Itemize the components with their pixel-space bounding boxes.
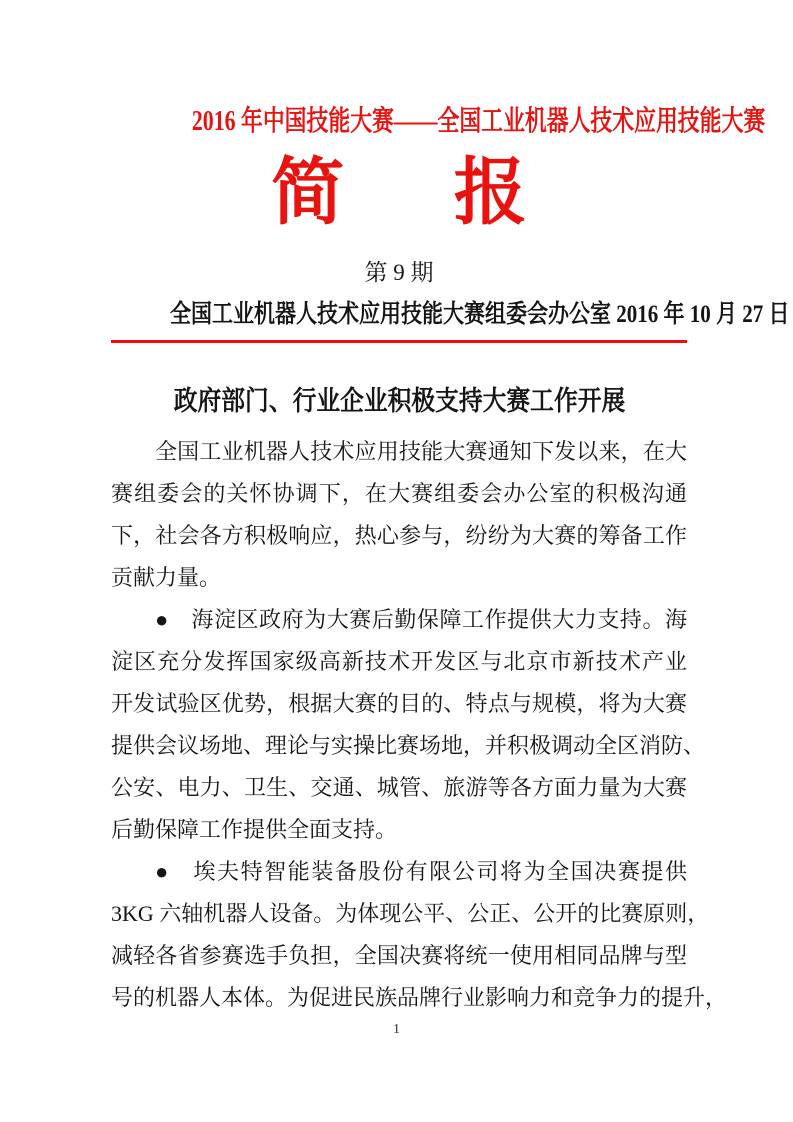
body-text-line: 后勤保障工作提供全面支持。 <box>111 817 398 842</box>
body-text-line: 提供会议场地、理论与实操比赛场地，并积极调动全区消防、 <box>111 733 706 758</box>
page-number: 1 <box>393 1022 400 1037</box>
red-divider-rule <box>111 340 687 343</box>
body-text-line: 开发试验区优势，根据大赛的目的、特点与规模，将为大赛 <box>111 691 687 716</box>
masthead-title: 简 报 <box>271 152 527 233</box>
article-body <box>111 431 728 1019</box>
body-text-line: 下，社会各方积极响应，热心参与，纷纷为大赛的筹备工作 <box>111 523 687 548</box>
document-title <box>111 104 766 140</box>
document-title-text: 2016 年中国技能大赛——全国工业机器人技术应用技能大赛 <box>191 106 766 137</box>
body-text-line: 贡献力量。 <box>111 565 222 590</box>
body-text-line: 淀区充分发挥国家级高新技术开发区与北京市新技术产业 <box>111 649 687 674</box>
paragraph <box>111 851 728 1019</box>
section-heading-text: 政府部门、行业企业积极支持大赛工作开展 <box>173 386 625 416</box>
body-text-line: 公安、电力、卫生、交通、城管、旅游等各方面力量为大赛 <box>111 775 687 800</box>
body-text-line: 全国工业机器人技术应用技能大赛通知下发以来，在大 <box>155 439 687 464</box>
org-date-text: 全国工业机器人技术应用技能大赛组委会办公室 2016 年 10 月 27 日 <box>170 301 790 328</box>
org-date-line <box>111 299 790 331</box>
body-text-line: ● 海淀区政府为大赛后勤保障工作提供大力支持。海 <box>155 607 687 632</box>
body-text-line: 3KG 六轴机器人设备。为体现公平、公正、公开的比赛原则， <box>111 901 710 926</box>
issue-number: 第 9 期 <box>364 260 434 285</box>
page-content <box>111 104 790 1019</box>
paragraph <box>111 431 687 599</box>
body-text-line: 赛组委会的关怀协调下，在大赛组委会办公室的积极沟通 <box>111 481 687 506</box>
section-heading <box>111 383 687 419</box>
body-text-line: 减轻各省参赛选手负担，全国决赛将统一使用相同品牌与型 <box>111 943 687 968</box>
paragraph <box>111 599 706 851</box>
body-text-line: 号的机器人本体。为促进民族品牌行业影响力和竞争力的提升， <box>111 985 728 1010</box>
body-text-line: ● 埃夫特智能装备股份有限公司将为全国决赛提供 <box>155 859 687 884</box>
